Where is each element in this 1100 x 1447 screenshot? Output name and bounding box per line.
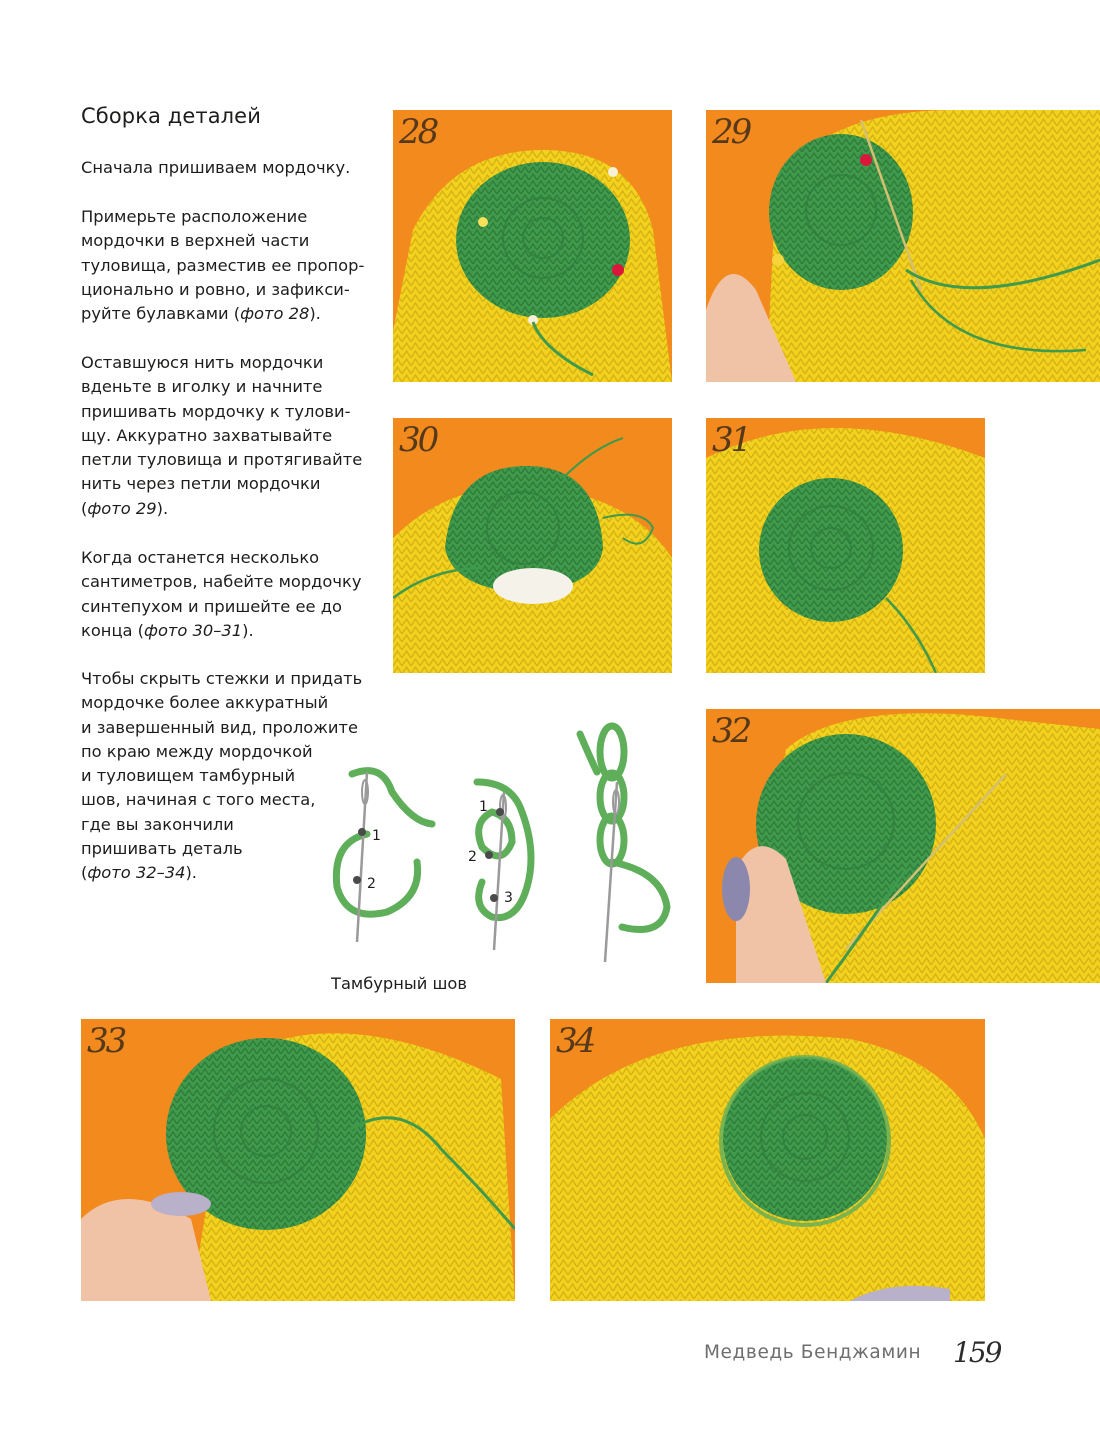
text-segment: (	[81, 863, 88, 883]
text-segment: туловища, разместив ее пропор-	[81, 255, 365, 275]
photo-reference: фото 29	[87, 498, 157, 518]
text-segment: ).	[185, 863, 197, 883]
text-segment: нить через петли мордочки	[81, 474, 321, 494]
photo-32	[706, 709, 1100, 983]
paragraph-2	[81, 205, 371, 326]
photo-reference: фото 30–31	[144, 620, 243, 640]
page-number: 159	[953, 1336, 1001, 1369]
text-line	[81, 205, 371, 229]
text-segment: петли туловища и протягивайте	[81, 450, 363, 470]
paragraph-4	[81, 546, 371, 643]
photo-number: 34	[556, 1021, 594, 1061]
photo-29	[706, 110, 1100, 382]
text-segment: по краю между мордочкой	[81, 741, 313, 761]
photo-30	[393, 418, 672, 673]
text-line	[81, 497, 371, 521]
photo-33	[81, 1019, 515, 1301]
text-segment: Сначала пришиваем мордочку.	[81, 158, 351, 177]
photo-33-image	[81, 1019, 515, 1301]
text-line	[81, 400, 371, 424]
text-line	[81, 254, 371, 278]
step-label: 1	[372, 828, 381, 844]
text-line	[81, 472, 371, 496]
text-line	[81, 570, 371, 594]
text-segment: конца (	[81, 620, 145, 640]
paragraph-1	[81, 156, 371, 180]
text-segment: и завершенный вид, проложите	[81, 717, 358, 737]
text-segment: руйте булавками (	[81, 304, 241, 324]
paragraph-3	[81, 351, 371, 521]
text-line	[81, 595, 371, 619]
photo-34	[550, 1019, 985, 1301]
text-segment: пришивать мордочку к тулови-	[81, 401, 351, 421]
step-label: 3	[504, 890, 513, 906]
text-line	[81, 546, 371, 570]
step-label: 1	[479, 799, 488, 815]
photo-28	[393, 110, 672, 382]
diagram-step-c	[580, 726, 667, 962]
diagram-caption: Тамбурный шов	[331, 974, 467, 993]
text-segment: ).	[309, 304, 321, 324]
text-segment: мордочке более аккуратный	[81, 693, 329, 713]
photo-34-image	[550, 1019, 985, 1301]
photo-number: 31	[712, 420, 750, 460]
text-line	[81, 691, 371, 715]
photo-reference: фото 32–34	[87, 863, 186, 883]
text-line	[81, 619, 371, 643]
text-segment: шов, начиная с того места,	[81, 790, 316, 810]
text-segment: Чтобы скрыть стежки и придать	[81, 669, 363, 688]
text-line	[81, 667, 371, 691]
text-line	[81, 424, 371, 448]
step-label: 2	[367, 876, 376, 892]
text-line	[81, 448, 371, 472]
text-segment: Когда останется несколько	[81, 548, 320, 567]
chain-stitch-diagram	[322, 722, 692, 972]
text-segment: ).	[242, 620, 254, 640]
text-line	[81, 278, 371, 302]
photo-reference: фото 28	[240, 304, 310, 324]
text-segment: сантиметров, набейте мордочку	[81, 572, 362, 592]
text-segment: Примерьте расположение	[81, 207, 308, 226]
text-segment: (	[81, 498, 88, 518]
text-line	[81, 302, 371, 326]
text-segment: ционально и ровно, и зафикси-	[81, 279, 350, 299]
text-line	[81, 351, 371, 375]
text-segment: щу. Аккуратно захватывайте	[81, 425, 333, 445]
diagram-step-a	[336, 771, 432, 942]
photo-number: 32	[712, 711, 750, 751]
photo-31	[706, 418, 985, 673]
text-line	[81, 229, 371, 253]
photo-32-image	[706, 709, 1100, 983]
text-segment: пришивать деталь	[81, 839, 243, 859]
text-segment: и туловищем тамбурный	[81, 766, 296, 786]
text-segment: синтепухом и пришейте ее до	[81, 596, 342, 616]
text-line	[81, 156, 371, 180]
photo-number: 30	[399, 420, 437, 460]
step-label: 2	[468, 849, 477, 865]
text-segment: где вы закончили	[81, 814, 234, 834]
photo-number: 33	[87, 1021, 125, 1061]
diagram-step-b	[468, 782, 531, 950]
running-footer-title: Медведь Бенджамин	[704, 1342, 922, 1363]
photo-29-image	[706, 110, 1100, 382]
photo-number: 29	[712, 112, 750, 152]
photo-number: 28	[399, 112, 437, 152]
text-segment: ).	[156, 498, 169, 518]
section-heading: Сборка деталей	[81, 104, 261, 128]
text-segment: мордочки в верхней части	[81, 231, 310, 251]
text-segment: Оставшуюся нить мордочки	[81, 353, 324, 372]
text-segment: вденьте в иголку и начните	[81, 377, 323, 397]
text-line	[81, 375, 371, 399]
